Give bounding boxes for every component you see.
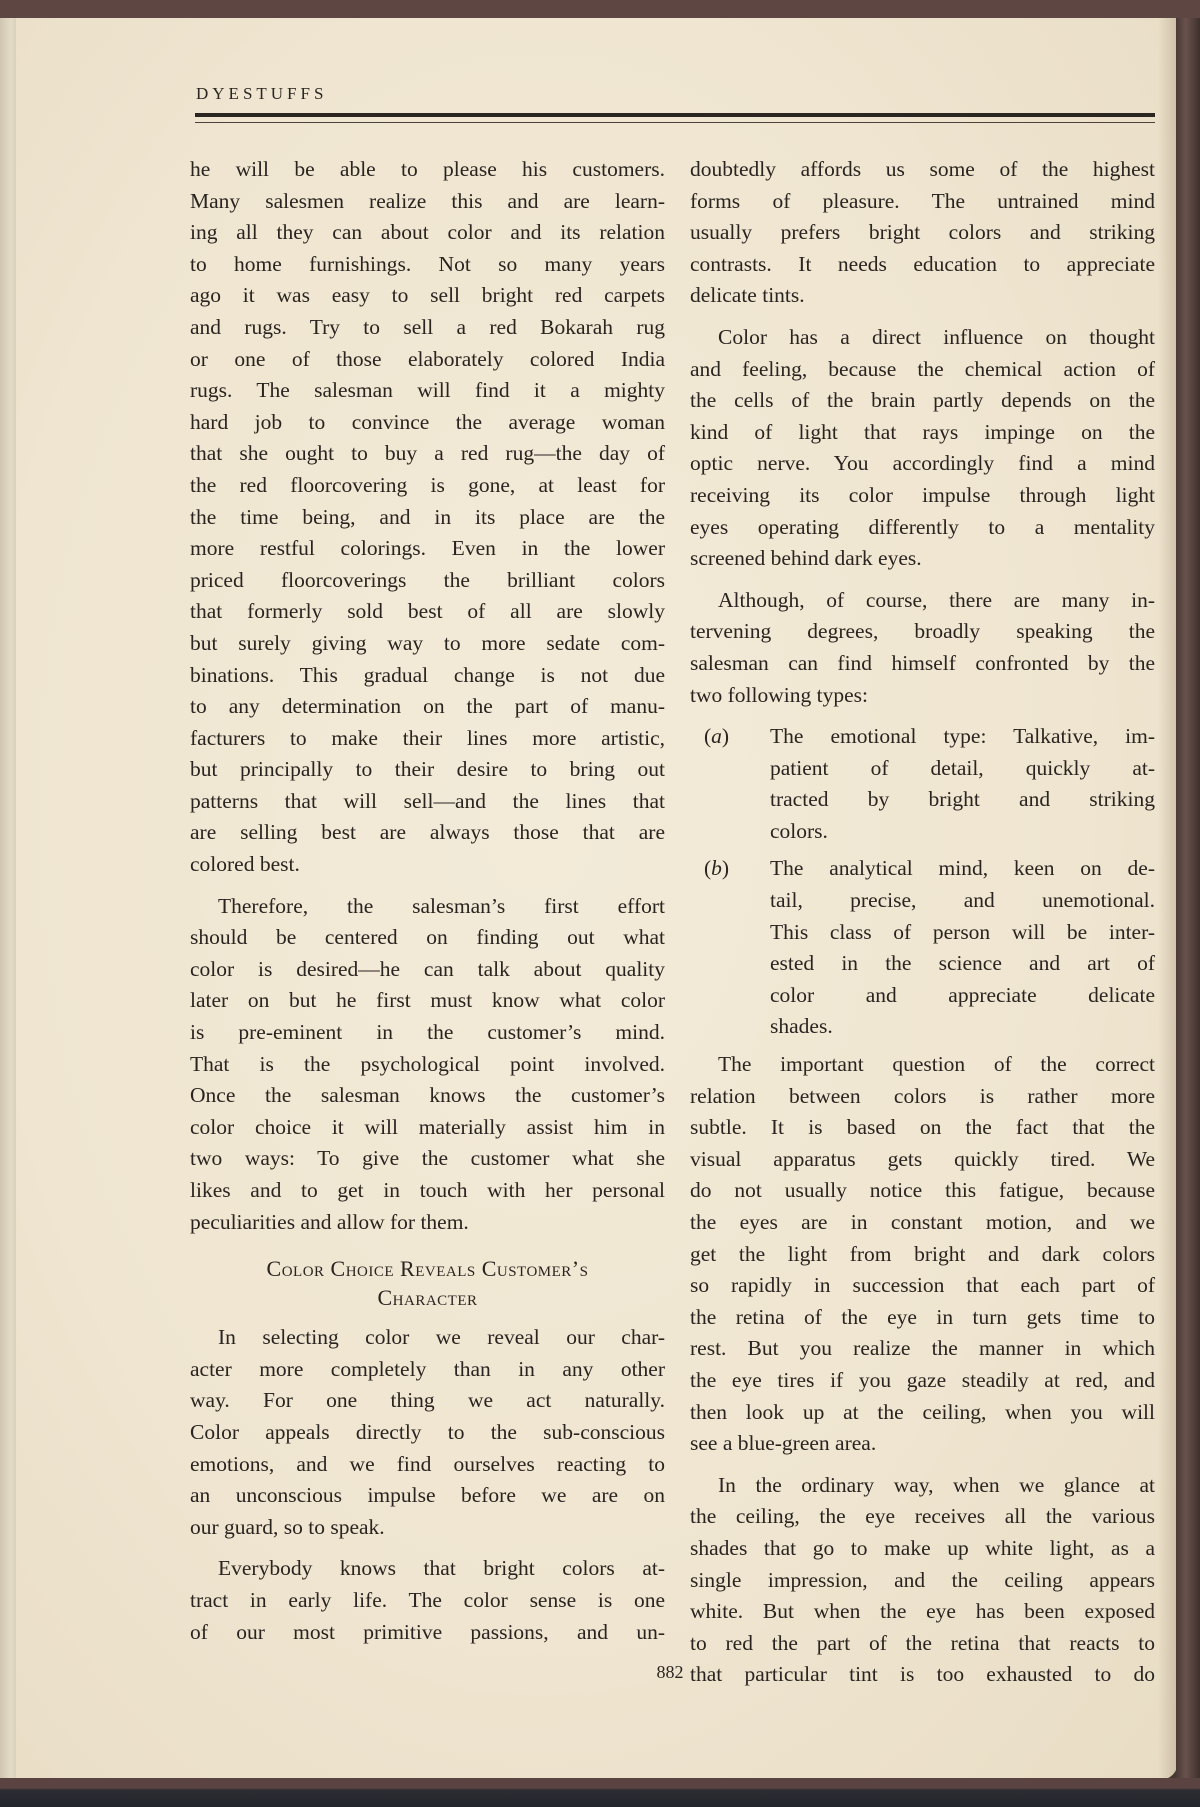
text-line: tail, precise, and unemotional. xyxy=(770,888,1155,913)
text-line: binations. This gradual change is not due xyxy=(190,662,665,687)
text-line: color choice it will materially assist him in xyxy=(190,1114,665,1139)
text-line: patterns that will sell—and the lines that xyxy=(190,788,665,813)
paragraph xyxy=(190,154,665,881)
text-line: doubtedly affords us some of the highest xyxy=(690,157,1155,181)
text-line: to home furnishings. Not so many years xyxy=(190,251,665,276)
text-line: tervening degrees, broadly speaking the xyxy=(690,619,1155,644)
text-line: ago it was easy to sell bright red carpets xyxy=(190,283,665,308)
text-line: This class of person will be inter- xyxy=(770,919,1155,944)
text-line: that she ought to buy a red rug—the day of xyxy=(190,441,665,466)
text-line: single impression, and the ceiling appears xyxy=(690,1567,1155,1592)
text-line: more restful colorings. Even in the lower xyxy=(190,536,665,561)
text-line: do not usually notice this fatigue, because xyxy=(690,1178,1155,1203)
text-line: salesman can find himself confronted by the xyxy=(690,650,1155,675)
text-line: contrasts. It needs education to appreciate xyxy=(690,251,1155,276)
text-line: but surely giving way to more sedate com- xyxy=(190,630,665,655)
text-line: relation between colors is rather more xyxy=(690,1083,1155,1108)
list-item xyxy=(690,853,1155,1043)
text-line: Therefore, the salesman’s first effort xyxy=(218,893,665,918)
text-line: receiving its color impulse through light xyxy=(690,482,1155,507)
text-line: eyes operating differently to a mentality xyxy=(690,514,1155,539)
text-line: peculiarities and allow for them. xyxy=(190,1209,469,1234)
header-rule-thick xyxy=(195,113,1155,117)
list-item-letter: a xyxy=(711,724,722,749)
text-line: are selling best are always those that are xyxy=(190,820,665,845)
text-line: ested in the science and art of xyxy=(770,951,1155,976)
text-line: Color appeals directly to the sub-conscious xyxy=(190,1419,665,1444)
text-line: hard job to convince the average woman xyxy=(190,409,665,434)
text-line: the time being, and in its place are the xyxy=(190,504,665,529)
text-line: that particular tint is too exhausted to do xyxy=(690,1662,1155,1687)
paragraph xyxy=(690,322,1155,575)
text-line: priced floorcoverings the brilliant colors xyxy=(190,567,665,592)
list-item-body xyxy=(770,721,1155,847)
list-item xyxy=(690,721,1155,847)
text-line: tracted by bright and striking xyxy=(770,787,1155,812)
text-line: the ceiling, the eye receives all the various xyxy=(690,1504,1155,1529)
text-line: likes and to get in touch with her personal xyxy=(190,1178,665,1202)
text-line: get the light from bright and dark colors xyxy=(690,1241,1155,1266)
text-line: that formerly sold best of all are slowly xyxy=(190,599,665,624)
left-column xyxy=(190,154,665,1658)
list-item-label: (b) xyxy=(704,856,730,881)
text-line: kind of light that rays impinge on the xyxy=(690,419,1155,444)
text-line: The analytical mind, keen on de- xyxy=(770,856,1155,881)
text-line: the eye tires if you gaze steadily at red, and xyxy=(690,1367,1155,1392)
text-line: the red floorcovering is gone, at least for xyxy=(190,472,665,497)
paragraph xyxy=(190,891,665,1239)
running-head: DYESTUFFS xyxy=(196,84,328,103)
list-item-body xyxy=(770,853,1155,1043)
text-line: he will be able to please his customers. xyxy=(190,157,665,181)
paragraph xyxy=(190,1322,665,1543)
text-line: the cells of the brain partly depends on the xyxy=(690,388,1155,413)
text-line: acter more completely than in any other xyxy=(190,1356,665,1381)
text-line: In the ordinary way, when we glance at xyxy=(718,1472,1155,1497)
text-line: the retina of the eye in turn gets time to xyxy=(690,1304,1155,1329)
book-cover-bottom xyxy=(0,1778,1200,1807)
paragraph xyxy=(190,1553,665,1648)
heading-line: Color Choice Reveals Customer’s xyxy=(266,1256,589,1282)
book-spine-edge xyxy=(1176,18,1200,1780)
text-line: of our most primitive passions, and un- xyxy=(190,1619,665,1644)
text-line: The important question of the correct xyxy=(718,1052,1155,1077)
right-column xyxy=(690,154,1155,1701)
text-line: emotions, and we find ourselves reacting to xyxy=(190,1451,665,1476)
text-line: and rugs. Try to sell a red Bokarah rug xyxy=(190,314,665,339)
text-line: so rapidly in succession that each part of xyxy=(690,1273,1155,1298)
text-line: but principally to their desire to bring out xyxy=(190,757,665,782)
text-line: Many salesmen realize this and are learn- xyxy=(190,188,665,213)
text-line: two following types: xyxy=(690,682,868,707)
text-line: delicate tints. xyxy=(690,283,805,308)
text-line: usually prefers bright colors and striking xyxy=(690,220,1155,245)
text-line: Once the salesman knows the customer’s xyxy=(190,1083,665,1108)
text-line: colors. xyxy=(770,818,828,843)
text-line: later on but he first must know what color xyxy=(190,988,665,1013)
text-line: the eyes are in constant motion, and we xyxy=(690,1210,1155,1234)
text-line: is pre-eminent in the customer’s mind. xyxy=(190,1020,665,1045)
text-line: should be centered on finding out what xyxy=(190,925,665,950)
text-line: Everybody knows that bright colors at- xyxy=(218,1556,665,1581)
header-rule-thin xyxy=(195,122,1155,123)
text-line: shades that go to make up white light, as a xyxy=(690,1535,1155,1560)
text-line: our guard, so to speak. xyxy=(190,1514,385,1539)
text-line: optic nerve. You accordingly find a mind xyxy=(690,451,1155,476)
text-line: shades. xyxy=(770,1014,833,1039)
text-line: to any determination on the part of manu- xyxy=(190,694,665,719)
text-line: then look up at the ceiling, when you will xyxy=(690,1399,1155,1424)
paragraph xyxy=(690,1470,1155,1691)
text-line: way. For one thing we act naturally. xyxy=(190,1388,665,1413)
heading-line: Character xyxy=(377,1285,478,1311)
text-line: visual apparatus gets quickly tired. We xyxy=(690,1146,1155,1171)
text-line: Although, of course, there are many in- xyxy=(718,587,1155,612)
text-line: colored best. xyxy=(190,852,300,877)
text-line: rugs. The salesman will find it a mighty xyxy=(190,378,665,403)
text-line: two ways: To give the customer what she xyxy=(190,1146,665,1171)
book-cover-top xyxy=(0,0,1200,18)
text-line: That is the psychological point involved. xyxy=(190,1051,665,1076)
list-item-label: (a) xyxy=(704,724,730,749)
paragraph xyxy=(690,1049,1155,1460)
text-line: The emotional type: Talkative, im- xyxy=(770,724,1155,749)
text-line: patient of detail, quickly at- xyxy=(770,755,1155,780)
text-line: and feeling, because the chemical action of xyxy=(690,356,1155,381)
text-line: ing all they can about color and its relation xyxy=(190,220,665,245)
text-line: tract in early life. The color sense is one xyxy=(190,1587,665,1612)
section-heading xyxy=(190,1254,665,1312)
text-line: an unconscious impulse before we are on xyxy=(190,1483,665,1508)
text-line: see a blue-green area. xyxy=(690,1431,877,1456)
text-line: In selecting color we reveal our char- xyxy=(218,1325,665,1350)
page-gutter-shadow xyxy=(1158,18,1178,1780)
text-line: to red the part of the retina that reacts to xyxy=(690,1630,1155,1655)
text-line: facturers to make their lines more artistic, xyxy=(190,725,665,750)
text-line: white. But when the eye has been exposed xyxy=(690,1599,1155,1624)
text-line: forms of pleasure. The untrained mind xyxy=(690,188,1155,213)
text-line: subtle. It is based on the fact that the xyxy=(690,1115,1155,1140)
text-line: screened behind dark eyes. xyxy=(690,546,922,571)
paragraph xyxy=(690,154,1155,312)
paragraph xyxy=(690,585,1155,711)
list-item-letter: b xyxy=(711,856,722,881)
text-line: rest. But you realize the manner in which xyxy=(690,1336,1155,1361)
page-number: 882 xyxy=(656,1662,684,1682)
text-line: color is desired—he can talk about quality xyxy=(190,956,665,981)
text-line: Color has a direct influence on thought xyxy=(718,324,1155,349)
text-line: or one of those elaborately colored India xyxy=(190,346,665,371)
text-line: color and appreciate delicate xyxy=(770,982,1155,1007)
